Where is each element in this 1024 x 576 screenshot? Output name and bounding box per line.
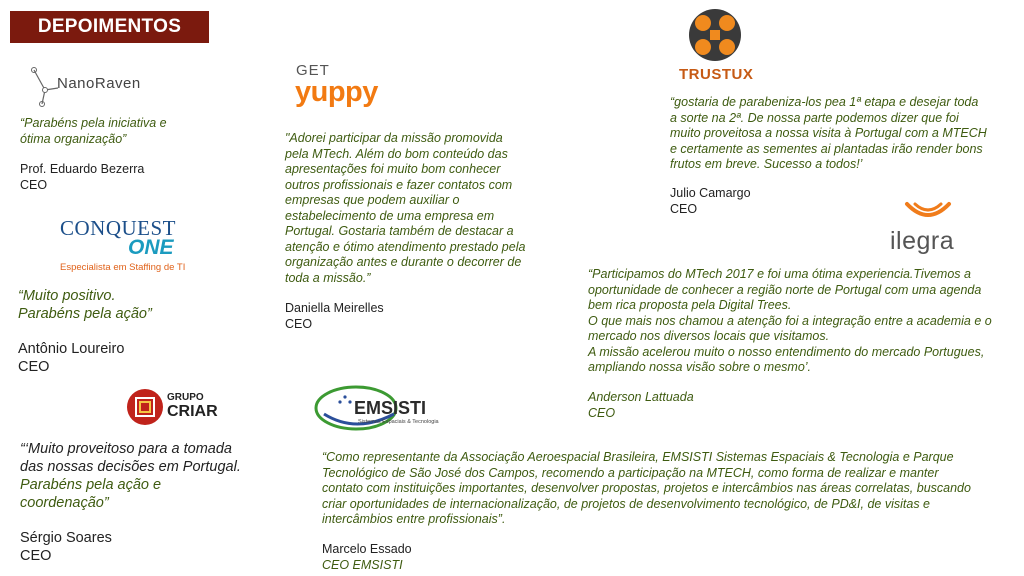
- quote-line: A missão acelerou muito o nosso entendimento do mercado Portugues,: [588, 344, 985, 359]
- quote-line: ótima organização”: [20, 131, 127, 146]
- quote-line: “Como representante da Associação Aeroespacial Brasileira, EMSISTI Sistemas Espaciais & Tecnologia e Parque: [322, 450, 954, 464]
- author-name: Antônio Loureiro: [18, 341, 125, 357]
- getyuppy-yuppy-text: yuppy: [295, 76, 378, 108]
- conquest-quote: [18, 287, 152, 323]
- trustux-quote: [670, 95, 987, 173]
- trustux-wordmark: TRUSTUX: [679, 66, 754, 83]
- author-name: Prof. Eduardo Bezerra: [20, 162, 145, 176]
- quote-line: Portugal. Gostaria também de destacar a: [285, 224, 514, 238]
- quote-line: contato com instituições importantes, desenvolver propostas, projetos e intercâmbios nas áreas correlatas, buscando: [322, 481, 971, 495]
- emsisti-quote: [322, 450, 971, 528]
- nanoraven-icon: [30, 66, 60, 108]
- quote-line: mercado nos diversos locais que visitamos.: [588, 329, 830, 343]
- emsisti-author: [322, 542, 412, 573]
- author-name: Sérgio Soares: [20, 530, 112, 546]
- quote-line: outros profissionais e fazer contatos com: [285, 177, 513, 192]
- quote-line: “Muito positivo.: [18, 288, 116, 304]
- author-role: CEO EMSISTI: [322, 557, 403, 572]
- quote-line: bem rica proposta pela Digital Trees.: [588, 298, 792, 312]
- quote-line: ampliando nossa visão sobre o mesmo’.: [588, 360, 812, 374]
- quote-line: das nossas decisões em Portugal.: [20, 459, 241, 475]
- author-name: Anderson Lattuada: [588, 390, 694, 404]
- quote-line: a sorte na 2ª. De nossa parte podemos dizer que foi: [670, 110, 959, 125]
- author-name: Marcelo Essado: [322, 542, 412, 556]
- quote-line: oportunidade de conhecer a região norte de Portugal com uma agenda: [588, 282, 982, 297]
- conquest-author: [18, 340, 124, 376]
- criar-emblem-icon: [126, 388, 164, 426]
- trustux-author: [670, 186, 751, 217]
- quote-line: Parabéns pela ação”: [18, 306, 152, 322]
- quote-line: Parabéns pela ação e: [20, 477, 162, 493]
- quote-line: “Parabéns pela iniciativa e: [20, 116, 167, 130]
- getyuppy-quote: [285, 131, 525, 286]
- author-name: Daniella Meirelles: [285, 301, 384, 315]
- author-role: CEO: [670, 201, 698, 216]
- nanoraven-wordmark: NanoRaven: [57, 75, 141, 92]
- ilegra-smile-icon: [903, 200, 953, 226]
- quote-line: organização antes e durante o decorrer de: [285, 255, 522, 269]
- quote-line: Tecnológico de São José dos Campos, recomendo a participação na MTECH, como forma de realizar e manter: [322, 465, 939, 480]
- ilegra-wordmark: ilegra: [890, 227, 955, 255]
- trustux-icon: [688, 8, 742, 62]
- quote-line: apresentações foi muito bom conhecer: [285, 162, 501, 176]
- getyuppy-logo: [295, 62, 385, 122]
- quote-line: muito proveitosa a nossa visita à Portugal com a MTECH: [670, 126, 987, 140]
- conquest-logo: [58, 214, 198, 276]
- ilegra-author: [588, 390, 694, 421]
- quote-line: atenção e ótimo atendimento prestado pela: [285, 239, 526, 254]
- author-role: CEO: [285, 316, 313, 331]
- emsisti-wordmark: EMSISTI: [354, 398, 427, 418]
- criar-wordmark: CRIAR: [167, 403, 218, 420]
- quote-line: toda a missão.”: [285, 270, 371, 285]
- quote-line: estabelecimento de uma empresa em: [285, 208, 495, 223]
- emsisti-subtitle: Sistemas Espaciais & Tecnologia: [358, 419, 439, 425]
- quote-line: pela MTech. Além do bom conteúdo das: [285, 146, 508, 161]
- page-title: DEPOIMENTOS: [10, 11, 209, 43]
- author-role: CEO: [20, 548, 52, 564]
- criar-author: [20, 529, 112, 565]
- quote-line: “Participamos do MTech 2017 e foi uma ótima experiencia.Tivemos a: [588, 267, 971, 281]
- quote-line: criar oportunidades de internacionalização, de projetos de desenvolvimento tecnológico, de PD&I, de visitas e: [322, 496, 931, 511]
- author-role: CEO: [18, 359, 50, 375]
- quote-line: intercâmbios entre profissionais”.: [322, 512, 506, 526]
- conquest-wordmark: CONQUEST: [60, 216, 177, 240]
- author-role: CEO: [588, 405, 616, 420]
- quote-line: O que mais nos chamou a atenção foi a integração entre a academia e o: [588, 313, 992, 328]
- trustux-logo: [676, 8, 756, 86]
- quote-line: “gostaria de parabeniza-los pea 1ª etapa e desejar toda: [670, 95, 979, 109]
- nanoraven-quote: [20, 116, 167, 147]
- conquest-tagline: Especialista em Staffing de TI: [60, 262, 186, 273]
- ilegra-logo: [890, 200, 970, 260]
- quote-line: frutos em breve. Sucesso a todos!’: [670, 157, 863, 171]
- quote-line: coordenação”: [20, 495, 109, 511]
- getyuppy-author: [285, 301, 384, 332]
- nanoraven-logo: [30, 66, 170, 108]
- conquest-one-text: ONE: [128, 236, 174, 259]
- quote-line: e certamente as sementes ai plantadas irão render bons: [670, 141, 983, 156]
- quote-line: “‘Muito proveitoso para a tomada: [20, 441, 232, 457]
- getyuppy-get-text: GET: [296, 62, 330, 79]
- criar-quote: [20, 440, 241, 512]
- criar-group-text: GRUPO: [167, 392, 204, 403]
- author-name: Julio Camargo: [670, 186, 751, 200]
- author-role: CEO: [20, 177, 48, 192]
- emsisti-logo: [314, 384, 446, 432]
- ilegra-quote: [588, 267, 992, 376]
- quote-line: "Adorei participar da missão promovida: [285, 131, 503, 145]
- nanoraven-author: [20, 162, 144, 193]
- criar-logo: [126, 388, 236, 428]
- quote-line: empresas que podem auxiliar o: [285, 193, 460, 207]
